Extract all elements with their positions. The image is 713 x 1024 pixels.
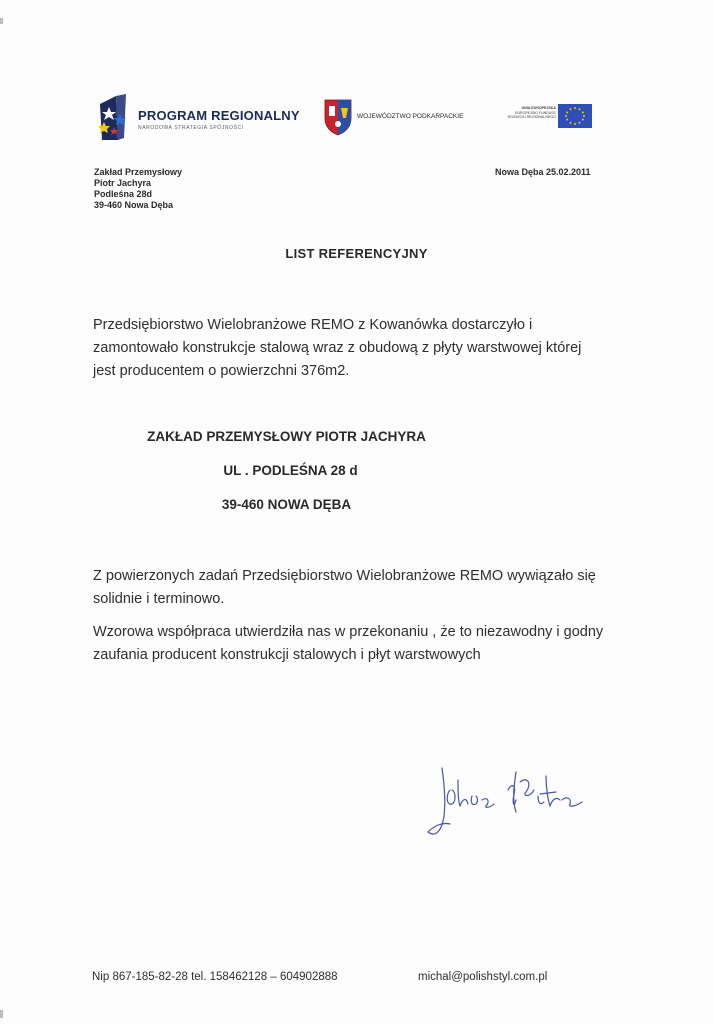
letter-date: Nowa Dęba 25.02.2011: [495, 167, 591, 177]
letter-title: LIST REFERENCYJNY: [285, 246, 428, 261]
paragraph-line: solidnie i terminowo.: [93, 591, 225, 607]
recipient-street: UL . PODLEŚNA 28 d: [223, 463, 358, 478]
eu-line-3: ROZWOJU REGIONALNEGO: [507, 115, 556, 120]
wojewodztwo-podkarpackie-logo: [323, 98, 483, 136]
program-regionalny-emblem-icon: [96, 94, 136, 144]
sender-line: Podleśna 28d: [94, 189, 153, 199]
paragraph-1: [93, 314, 633, 383]
program-regionalny-title: PROGRAM REGIONALNY: [138, 108, 300, 123]
sender-line: 39-460 Nowa Dęba: [94, 200, 174, 210]
footer-email: michal@polishstyl.com.pl: [418, 971, 548, 983]
sender-address-block: [94, 167, 182, 211]
paragraph-line: zamontowało konstrukcje stalową wraz z obudową z płyty warstwowej której: [93, 340, 582, 356]
sender-line: Piotr Jachyra: [94, 178, 152, 188]
eu-line-2: EUROPEJSKI FUNDUSZ: [515, 110, 556, 115]
footer-contact: Nip 867-185-82-28 tel. 158462128 – 604902888: [92, 971, 338, 983]
wojewodztwo-podkarpackie-text: WOJEWÓDZTWO PODKARPACKIE: [357, 113, 464, 120]
scan-edge-mark: [0, 1010, 3, 1018]
program-regionalny-subtitle: NARODOWA STRATEGIA SPÓJNOŚCI: [138, 125, 244, 131]
eu-fund-text: [508, 106, 556, 120]
eu-fund-logo: [492, 104, 596, 130]
eu-flag-icon: [558, 104, 592, 128]
recipient-city: 39-460 NOWA DĘBA: [221, 497, 352, 512]
recipient-company: ZAKŁAD PRZEMYSŁOWY PIOTR JACHYRA: [147, 429, 426, 444]
paragraph-line: Przedsiębiorstwo Wielobranżowe REMO z Kowanówka dostarczyło i: [93, 317, 533, 333]
paragraph-3: [93, 621, 633, 667]
program-regionalny-logo: [96, 94, 300, 144]
paragraph-line: jest producentem o powierzchni 376m2.: [93, 363, 350, 379]
eu-line-1: UNIA EUROPEJSKA: [521, 106, 556, 110]
sender-line: Zakład Przemysłowy: [94, 167, 183, 177]
paragraph-2: [93, 565, 633, 611]
podkarpackie-coat-of-arms-icon: [323, 98, 353, 136]
paragraph-line: zaufania producent konstrukcji stalowych i płyt warstwowych: [93, 647, 481, 663]
paragraph-line: Wzorowa współpraca utwierdziła nas w przekonaniu , że to niezawodny i godny: [93, 624, 604, 640]
paragraph-line: Z powierzonych zadań Przedsiębiorstwo Wielobranżowe REMO wywiązało się: [93, 568, 596, 584]
handwritten-signature: [420, 760, 600, 860]
scan-edge-mark: [0, 18, 3, 24]
